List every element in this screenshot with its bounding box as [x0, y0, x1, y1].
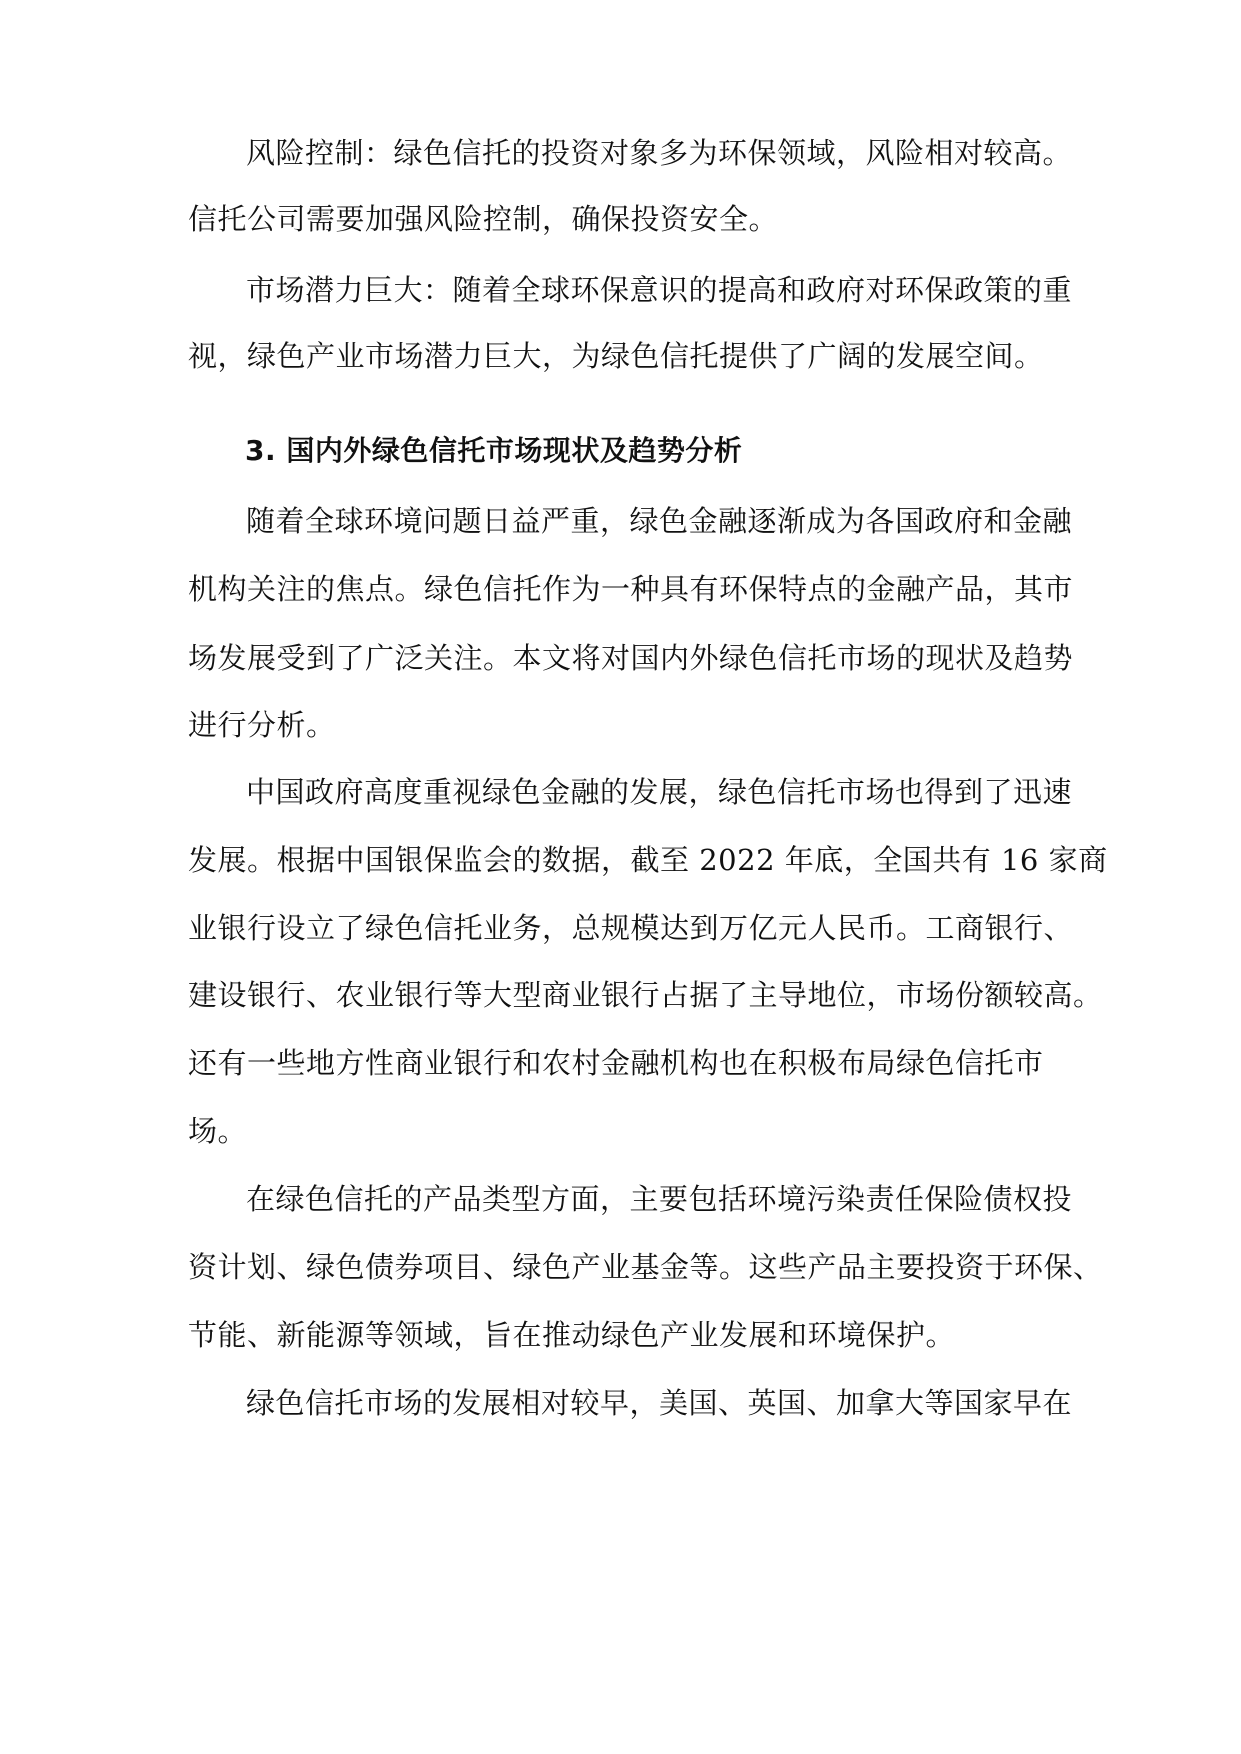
paragraph-line: 市场潜力巨大：随着全球环保意识的提高和政府对环保政策的重	[246, 273, 1073, 307]
paragraph-line: 中国政府高度重视绿色金融的发展，绿色信托市场也得到了迅速	[246, 775, 1073, 809]
paragraph-line: 业银行设立了绿色信托业务，总规模达到万亿元人民币。工商银行、	[188, 911, 1074, 945]
paragraph-line: 发展。根据中国银保监会的数据，截至 2022 年底，全国共有 16 家商	[188, 843, 1108, 877]
paragraph-line: 在绿色信托的产品类型方面，主要包括环境污染责任保险债权投	[246, 1182, 1073, 1216]
paragraph-line: 进行分析。	[188, 708, 336, 742]
paragraph-line: 还有一些地方性商业银行和农村金融机构也在积极布局绿色信托市	[188, 1046, 1044, 1080]
paragraph-line: 视，绿色产业市场潜力巨大，为绿色信托提供了广阔的发展空间。	[188, 339, 1044, 373]
paragraph-line: 绿色信托市场的发展相对较早，美国、英国、加拿大等国家早在	[246, 1386, 1073, 1420]
paragraph-line: 资计划、绿色债券项目、绿色产业基金等。这些产品主要投资于环保、	[188, 1250, 1103, 1284]
paragraph-line: 随着全球环境问题日益严重，绿色金融逐渐成为各国政府和金融	[246, 504, 1073, 538]
paragraph-line: 场发展受到了广泛关注。本文将对国内外绿色信托市场的现状及趋势	[188, 641, 1074, 675]
paragraph-line: 机构关注的焦点。绿色信托作为一种具有环保特点的金融产品，其市	[188, 572, 1074, 606]
paragraph-line: 建设银行、农业银行等大型商业银行占据了主导地位，市场份额较高。	[188, 978, 1103, 1012]
paragraph-line: 风险控制：绿色信托的投资对象多为环保领域，风险相对较高。	[246, 136, 1073, 170]
paragraph-line: 信托公司需要加强风险控制，确保投资安全。	[188, 202, 779, 236]
paragraph-line: 场。	[188, 1114, 248, 1148]
paragraph-line: 节能、新能源等领域，旨在推动绿色产业发展和环境保护。	[188, 1318, 956, 1352]
section-heading: 3. 国内外绿色信托市场现状及趋势分析	[245, 434, 743, 467]
